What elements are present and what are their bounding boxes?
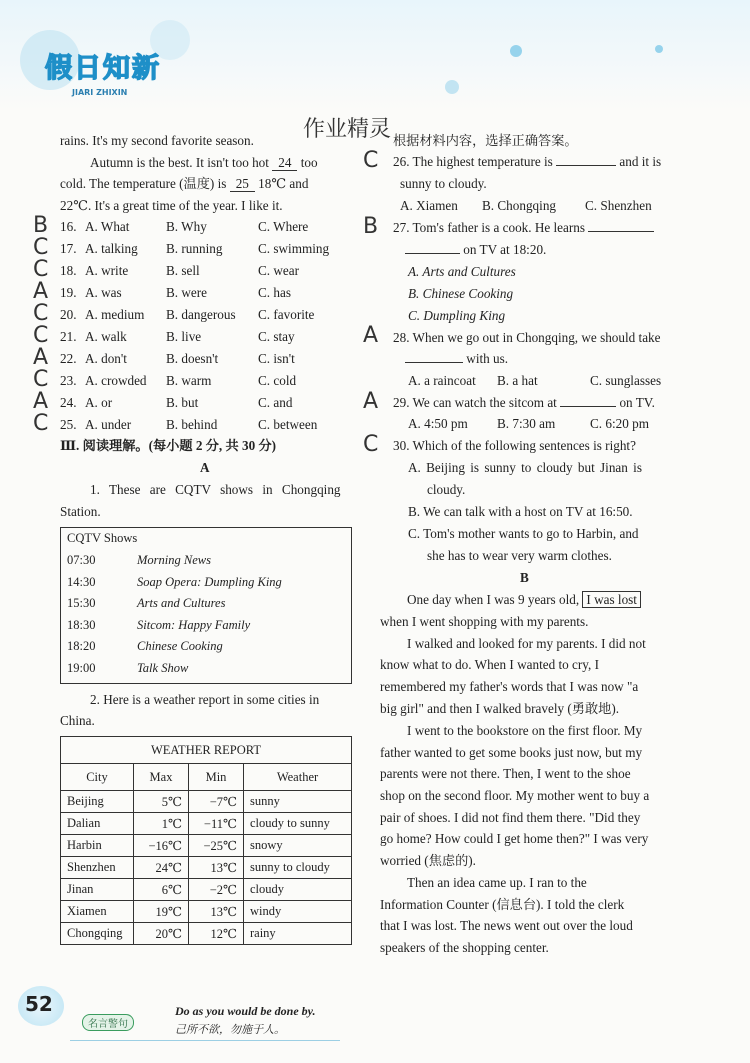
question-number: 23. bbox=[60, 373, 77, 388]
answer-mark: C bbox=[33, 323, 49, 348]
table-cell: −16℃ bbox=[134, 835, 189, 857]
weather-title: WEATHER REPORT bbox=[61, 737, 352, 764]
option: A. don't bbox=[85, 351, 127, 366]
footer-line bbox=[70, 1040, 340, 1041]
table-header bbox=[61, 764, 352, 791]
answer-mark: C bbox=[363, 432, 379, 457]
question-number: 22. bbox=[60, 351, 77, 366]
option: B. 7:30 am bbox=[497, 416, 556, 431]
table-row bbox=[61, 879, 352, 901]
table-cell: Chongqing bbox=[61, 923, 134, 945]
passage-line: that I was lost. The news went out over the loud bbox=[380, 918, 633, 933]
passage-line: go home? How could I get home then?" I was very bbox=[380, 831, 649, 846]
question-number: 16. bbox=[60, 219, 77, 234]
passage-line: pair of shoes. I did not find them there. "Did they bbox=[380, 810, 641, 825]
option: C. Tom's mother wants to go to Harbin, and bbox=[408, 526, 639, 541]
option-cont: cloudy. bbox=[427, 482, 466, 497]
show-title: Soap Opera: Dumpling King bbox=[137, 574, 282, 589]
table-cell: windy bbox=[244, 901, 352, 923]
question-cont: with us. bbox=[405, 349, 508, 369]
answer-mark: A bbox=[363, 389, 379, 414]
option: A. was bbox=[85, 285, 122, 300]
bubble-decoration bbox=[445, 80, 459, 94]
table-cell: Beijing bbox=[61, 791, 134, 813]
answer-mark: A bbox=[33, 389, 49, 414]
show-time: 07:30 bbox=[67, 553, 96, 567]
show-time: 14:30 bbox=[67, 574, 96, 589]
part-label: B bbox=[520, 570, 529, 585]
option: A. Arts and Cultures bbox=[408, 264, 516, 279]
option: B. a hat bbox=[497, 373, 538, 388]
option: C. wear bbox=[258, 263, 300, 278]
answer-mark: A bbox=[33, 279, 49, 304]
quote-en: Do as you would be done by. bbox=[175, 1004, 316, 1018]
option: B. We can talk with a host on TV at 16:50. bbox=[408, 504, 633, 519]
table-cell: cloudy bbox=[244, 879, 352, 901]
question-number: 25. bbox=[60, 417, 77, 432]
option: C. sunglasses bbox=[590, 373, 662, 388]
answer-mark: C bbox=[33, 367, 49, 392]
show-title: Chinese Cooking bbox=[137, 639, 223, 653]
weather-table bbox=[60, 736, 352, 945]
cqtv-schedule-box bbox=[60, 527, 352, 684]
table-row bbox=[61, 791, 352, 813]
option: C. Shenzhen bbox=[585, 198, 652, 213]
option: C. 6:20 pm bbox=[590, 416, 649, 431]
table-cell: −25℃ bbox=[189, 835, 244, 857]
option-cont: she has to wear very warm clothes. bbox=[427, 548, 612, 563]
question-number: 20. bbox=[60, 307, 77, 322]
question-cont: on TV at 18:20. bbox=[405, 240, 546, 260]
answer-mark: C bbox=[33, 235, 49, 260]
answer-fill: 24 bbox=[272, 155, 297, 171]
answer-mark: A bbox=[363, 323, 379, 348]
handwritten-title: 作业精灵 bbox=[303, 117, 392, 142]
table-cell: 20℃ bbox=[134, 923, 189, 945]
option: B. Why bbox=[166, 219, 207, 234]
table-cell: −11℃ bbox=[189, 813, 244, 835]
part-label: A bbox=[200, 460, 210, 475]
option: C. isn't bbox=[258, 351, 295, 366]
option: B. but bbox=[166, 395, 199, 410]
passage-line: parents were not there. Then, I went to the shoe bbox=[380, 766, 631, 781]
show-title: Talk Show bbox=[137, 660, 189, 675]
option: A. Xiamen bbox=[400, 198, 458, 213]
boxed-phrase: I was lost bbox=[582, 591, 641, 608]
option: C. stay bbox=[258, 329, 295, 344]
show-time: 18:20 bbox=[67, 639, 96, 653]
option: A. walk bbox=[85, 329, 127, 344]
passage-line: I walked and looked for my parents. I did not bbox=[407, 636, 646, 651]
option: A. What bbox=[85, 219, 130, 234]
text-line: Station. bbox=[60, 504, 101, 519]
quote-tag: 名言警句 bbox=[82, 1014, 134, 1031]
table-cell: −7℃ bbox=[189, 791, 244, 813]
col-header: Weather bbox=[244, 764, 352, 791]
passage-line: Then an idea came up. I ran to the bbox=[407, 875, 587, 890]
text-line: rains. It's my second favorite season. bbox=[60, 133, 254, 148]
text-line: 1. These are CQTV shows in Chongqing bbox=[90, 482, 341, 497]
option: A. medium bbox=[85, 307, 145, 322]
table-cell: snowy bbox=[244, 835, 352, 857]
table-cell: Harbin bbox=[61, 835, 134, 857]
col-header: Min bbox=[189, 764, 244, 791]
table-cell: 13℃ bbox=[189, 857, 244, 879]
passage-line: I went to the bookstore on the first floor. My bbox=[407, 723, 643, 738]
option: C. favorite bbox=[258, 307, 315, 322]
option: A. or bbox=[85, 395, 113, 410]
option: C. between bbox=[258, 417, 318, 432]
passage-line: when I went shopping with my parents. bbox=[380, 614, 589, 629]
logo-subtitle: JIARI ZHIXIN bbox=[72, 88, 128, 97]
table-row bbox=[61, 857, 352, 879]
answer-mark: C bbox=[33, 301, 49, 326]
table-cell: sunny bbox=[244, 791, 352, 813]
show-title: Arts and Cultures bbox=[137, 596, 226, 610]
option: B. sell bbox=[166, 263, 200, 278]
answer-mark: C bbox=[33, 411, 49, 436]
passage-line: remembered my father's words that I was now "a bbox=[380, 679, 639, 694]
question: 26. The highest temperature is and it is bbox=[393, 154, 662, 169]
question-number: 17. bbox=[60, 241, 77, 256]
option: A. crowded bbox=[85, 373, 147, 388]
option: A. write bbox=[85, 263, 129, 278]
option: C. cold bbox=[258, 373, 297, 388]
quote-cn: 己所不欲，勿施于人。 bbox=[175, 1024, 285, 1036]
text-line: 22℃. It's a great time of the year. I like it. bbox=[60, 198, 283, 213]
option: B. doesn't bbox=[166, 351, 219, 366]
passage-line: speakers of the shopping center. bbox=[380, 940, 549, 955]
answer-mark: C bbox=[363, 148, 379, 173]
passage-line: worried (焦虑的). bbox=[380, 853, 476, 868]
cqtv-title: CQTV Shows bbox=[67, 531, 138, 545]
option: A. 4:50 pm bbox=[408, 416, 468, 431]
table-cell: Xiamen bbox=[61, 901, 134, 923]
table-cell: 24℃ bbox=[134, 857, 189, 879]
question-number: 18. bbox=[60, 263, 77, 278]
passage-line: know what to do. When I wanted to cry, I bbox=[380, 657, 600, 672]
option: B. running bbox=[166, 241, 223, 256]
option: B. warm bbox=[166, 373, 212, 388]
option: C. and bbox=[258, 395, 293, 410]
show-time: 15:30 bbox=[67, 596, 96, 610]
option: C. Where bbox=[258, 219, 309, 234]
logo-title: 假日知新 bbox=[45, 53, 161, 84]
text-line: Autumn is the best. It isn't too hot 24 too bbox=[90, 155, 318, 170]
option: A. Beijing is sunny to cloudy but Jinan is bbox=[408, 460, 642, 475]
option: C. has bbox=[258, 285, 291, 300]
option: A. talking bbox=[85, 241, 138, 256]
text-line: 2. Here is a weather report in some cities in bbox=[90, 692, 320, 707]
table-cell: Jinan bbox=[61, 879, 134, 901]
table-cell: 13℃ bbox=[189, 901, 244, 923]
option: B. Chongqing bbox=[482, 198, 557, 213]
show-time: 19:00 bbox=[67, 660, 96, 675]
passage-line: Information Counter (信息台). I told the clerk bbox=[380, 897, 625, 912]
option: B. behind bbox=[166, 417, 218, 432]
table-cell: −2℃ bbox=[189, 879, 244, 901]
table-cell: cloudy to sunny bbox=[244, 813, 352, 835]
answer-mark: A bbox=[33, 345, 49, 370]
table-cell: 1℃ bbox=[134, 813, 189, 835]
passage-line: shop on the second floor. My mother went to buy a bbox=[380, 788, 650, 803]
bubble-decoration bbox=[655, 45, 663, 53]
option: B. were bbox=[166, 285, 208, 300]
table-row bbox=[61, 901, 352, 923]
question: 28. When we go out in Chongqing, we should take bbox=[393, 330, 661, 345]
question: 30. Which of the following sentences is right? bbox=[393, 438, 636, 453]
show-time: 18:30 bbox=[67, 617, 96, 632]
text-line: cold. The temperature (温度) is 25 18℃ and bbox=[60, 176, 309, 191]
question-number: 24. bbox=[60, 395, 77, 410]
answer-fill: 25 bbox=[230, 176, 255, 192]
table-cell: rainy bbox=[244, 923, 352, 945]
option: C. Dumpling King bbox=[408, 308, 506, 323]
passage-line: big girl" and then I walked bravely (勇敢地). bbox=[380, 701, 620, 716]
answer-mark: B bbox=[33, 213, 49, 238]
option: C. swimming bbox=[258, 241, 330, 256]
table-cell: 5℃ bbox=[134, 791, 189, 813]
show-title: Morning News bbox=[137, 553, 211, 567]
col-header: City bbox=[61, 764, 134, 791]
table-row bbox=[61, 813, 352, 835]
table-row bbox=[61, 923, 352, 945]
text-line: China. bbox=[60, 713, 95, 728]
passage-line: One day when I was 9 years old, I was lost bbox=[407, 590, 641, 610]
table-cell: 6℃ bbox=[134, 879, 189, 901]
option: A. under bbox=[85, 417, 132, 432]
question-cont: sunny to cloudy. bbox=[400, 176, 487, 191]
passage-line: father wanted to get some books just now, but my bbox=[380, 745, 643, 760]
option: B. live bbox=[166, 329, 202, 344]
table-cell: Dalian bbox=[61, 813, 134, 835]
table-cell: 12℃ bbox=[189, 923, 244, 945]
show-title: Sitcom: Happy Family bbox=[137, 617, 251, 632]
option: B. Chinese Cooking bbox=[408, 286, 514, 301]
option: A. a raincoat bbox=[408, 373, 476, 388]
section-heading: Ⅲ. 阅读理解。(每小题 2 分, 共 30 分) bbox=[60, 438, 277, 453]
table-cell: sunny to cloudy bbox=[244, 857, 352, 879]
answer-mark: C bbox=[33, 257, 49, 282]
table-cell: 19℃ bbox=[134, 901, 189, 923]
instruction: 根据材料内容，选择正确答案。 bbox=[393, 133, 578, 148]
table-cell: Shenzhen bbox=[61, 857, 134, 879]
option: B. dangerous bbox=[166, 307, 236, 322]
question: 29. We can watch the sitcom at on TV. bbox=[393, 395, 655, 410]
page-number: 52 bbox=[25, 992, 53, 1016]
table-row bbox=[61, 835, 352, 857]
bubble-decoration bbox=[510, 45, 522, 57]
answer-mark: B bbox=[363, 214, 379, 239]
question-number: 21. bbox=[60, 329, 77, 344]
col-header: Max bbox=[134, 764, 189, 791]
question-number: 19. bbox=[60, 285, 77, 300]
question: 27. Tom's father is a cook. He learns bbox=[393, 218, 654, 238]
